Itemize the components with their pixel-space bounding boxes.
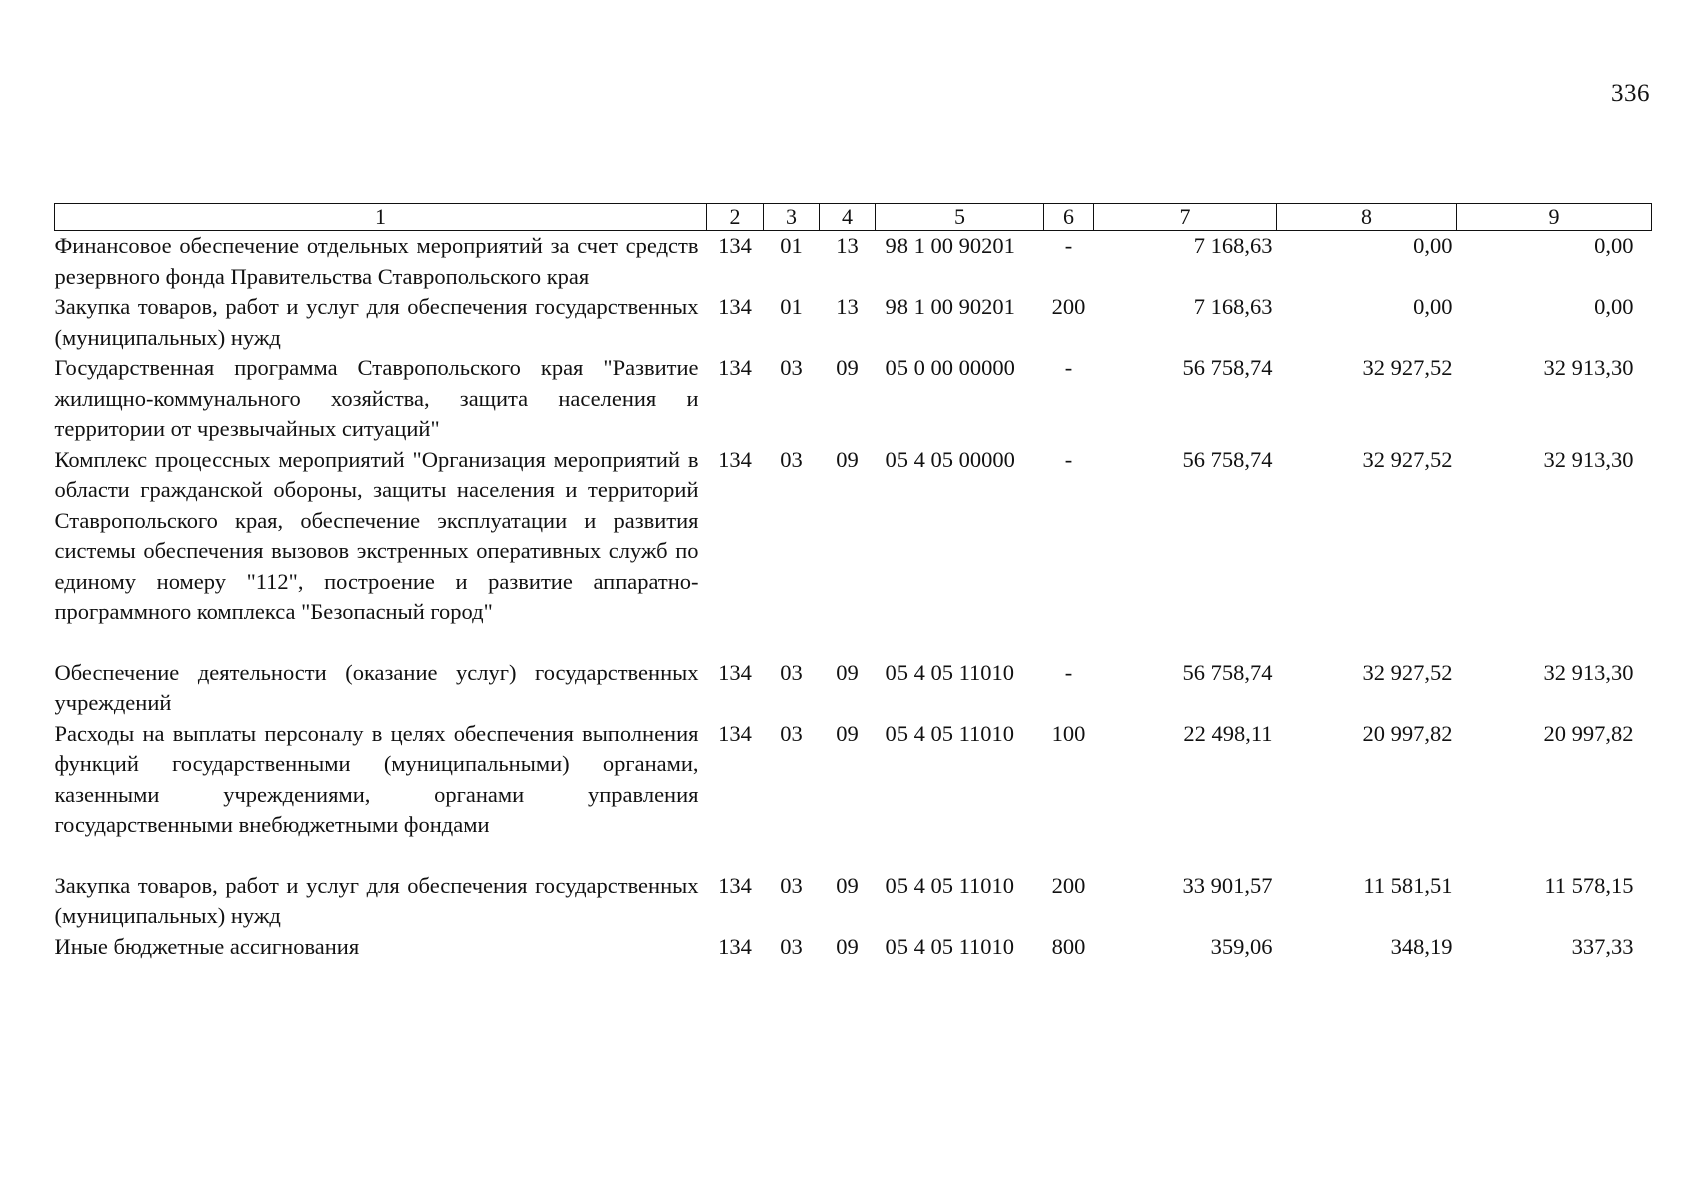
row-col-2: 134 [718, 355, 752, 380]
row-col-5: 98 1 00 90201 [885, 294, 1015, 319]
row-name: Государственная программа Ставропольского края "Развитие жилищно-коммунального хозяйства, защита населения и территории от чрезвычайных ситуаций" [54, 355, 699, 441]
row-col-4: 09 [836, 446, 859, 472]
row-col-7: 359,06 [1210, 933, 1273, 959]
row-col-3: 03 [780, 446, 803, 472]
row-col-7: 22 498,11 [1183, 720, 1273, 746]
row-col-3: 03 [780, 933, 803, 959]
table-row [55, 871, 1652, 932]
header-cell-4: 4 [820, 204, 876, 231]
row-col-8: 11 581,51 [1363, 872, 1453, 898]
row-col-8: 32 927,52 [1362, 446, 1453, 472]
row-name: Комплекс процессных мероприятий "Организация мероприятий в области гражданской обороны, защиты населения и территорий Ставропольского края, обеспечение эксплуатации и развития системы обеспечения вызовов экстренных оперативных служб по единому номеру "112", построение и развитие аппаратно-программного комплекса "Безопасный город" [54, 446, 699, 624]
row-col-3: 03 [780, 720, 803, 746]
row-col-2: 134 [718, 872, 752, 898]
header-cell-2: 2 [707, 204, 764, 231]
row-col-9: 11 578,15 [1544, 872, 1634, 898]
row-col-9: 20 997,82 [1543, 720, 1634, 746]
header-cell-7: 7 [1094, 204, 1277, 231]
row-col-4: 13 [836, 294, 859, 319]
row-col-6: - [1064, 659, 1073, 685]
row-name: Закупка товаров, работ и услуг для обеспечения государственных (муниципальных) нужд [54, 294, 699, 350]
row-col-4: 09 [836, 659, 859, 685]
header-cell-8: 8 [1277, 204, 1457, 231]
table-row [55, 445, 1652, 658]
row-name: Закупка товаров, работ и услуг для обеспечения государственных (муниципальных) нужд [54, 872, 699, 928]
row-col-5: 05 4 05 00000 [885, 446, 1015, 472]
row-col-5: 05 0 00 00000 [885, 355, 1015, 380]
table-body [55, 231, 1652, 963]
header-cell-5: 5 [876, 204, 1044, 231]
row-col-6: - [1064, 233, 1073, 258]
row-col-6: 200 [1051, 294, 1086, 319]
row-col-4: 09 [836, 355, 859, 380]
row-name: Финансовое обеспечение отдельных мероприятий за счет средств резервного фонда Правительства Ставропольского края [54, 233, 699, 289]
table-row [55, 292, 1652, 353]
row-col-5: 05 4 05 11010 [885, 872, 1015, 898]
row-col-8: 32 927,52 [1362, 659, 1453, 685]
row-col-8: 348,19 [1390, 933, 1453, 959]
row-col-6: 100 [1051, 720, 1086, 746]
table-row [55, 658, 1652, 719]
row-col-9: 32 913,30 [1543, 659, 1634, 685]
table-row [55, 932, 1652, 963]
row-col-5: 05 4 05 11010 [885, 659, 1015, 685]
row-col-3: 03 [780, 872, 803, 898]
table-row [55, 719, 1652, 871]
budget-table [54, 203, 1652, 962]
row-col-9: 0,00 [1594, 233, 1634, 258]
row-col-6: 200 [1051, 872, 1086, 898]
table-row [55, 353, 1652, 445]
row-col-2: 134 [718, 446, 752, 472]
header-row [55, 204, 1652, 231]
row-col-7: 33 901,57 [1182, 872, 1273, 898]
row-col-7: 56 758,74 [1182, 355, 1273, 380]
row-col-6: 800 [1051, 933, 1086, 959]
row-col-4: 13 [836, 233, 859, 258]
header-cell-1: 1 [55, 204, 707, 231]
row-col-4: 09 [836, 872, 859, 898]
row-col-5: 05 4 05 11010 [885, 720, 1015, 746]
row-name: Обеспечение деятельности (оказание услуг) государственных учреждений [54, 659, 699, 715]
table-header [55, 204, 1652, 231]
row-col-6: - [1064, 355, 1073, 380]
row-col-2: 134 [718, 720, 752, 746]
row-name: Расходы на выплаты персоналу в целях обеспечения выполнения функций государственными (муниципальными) органами, казенными учреждениями, органами управления государственными внебюджетными фондами [54, 720, 699, 837]
row-col-3: 03 [780, 355, 803, 380]
row-col-8: 20 997,82 [1362, 720, 1453, 746]
row-col-8: 0,00 [1413, 294, 1453, 319]
row-col-3: 01 [780, 233, 803, 258]
row-col-9: 0,00 [1594, 294, 1634, 319]
row-col-5: 05 4 05 11010 [885, 933, 1015, 959]
row-col-8: 32 927,52 [1362, 355, 1453, 380]
header-cell-9: 9 [1457, 204, 1652, 231]
page-number: 336 [1611, 80, 1650, 107]
row-col-3: 01 [780, 294, 803, 319]
row-col-3: 03 [780, 659, 803, 685]
row-col-9: 32 913,30 [1543, 355, 1634, 380]
row-col-6: - [1064, 446, 1073, 472]
row-col-7: 56 758,74 [1182, 446, 1273, 472]
header-cell-6: 6 [1044, 204, 1094, 231]
row-col-7: 7 168,63 [1193, 294, 1273, 319]
row-col-7: 56 758,74 [1182, 659, 1273, 685]
row-col-9: 32 913,30 [1543, 446, 1634, 472]
row-col-2: 134 [718, 294, 752, 319]
row-col-9: 337,33 [1571, 933, 1634, 959]
row-col-4: 09 [836, 720, 859, 746]
table-row [55, 231, 1652, 293]
row-col-5: 98 1 00 90201 [885, 233, 1015, 258]
row-col-4: 09 [836, 933, 859, 959]
row-col-2: 134 [718, 233, 752, 258]
row-name: Иные бюджетные ассигнования [54, 933, 360, 959]
row-col-2: 134 [718, 659, 752, 685]
row-col-7: 7 168,63 [1193, 233, 1273, 258]
row-col-8: 0,00 [1413, 233, 1453, 258]
header-cell-3: 3 [764, 204, 820, 231]
row-col-2: 134 [718, 933, 752, 959]
